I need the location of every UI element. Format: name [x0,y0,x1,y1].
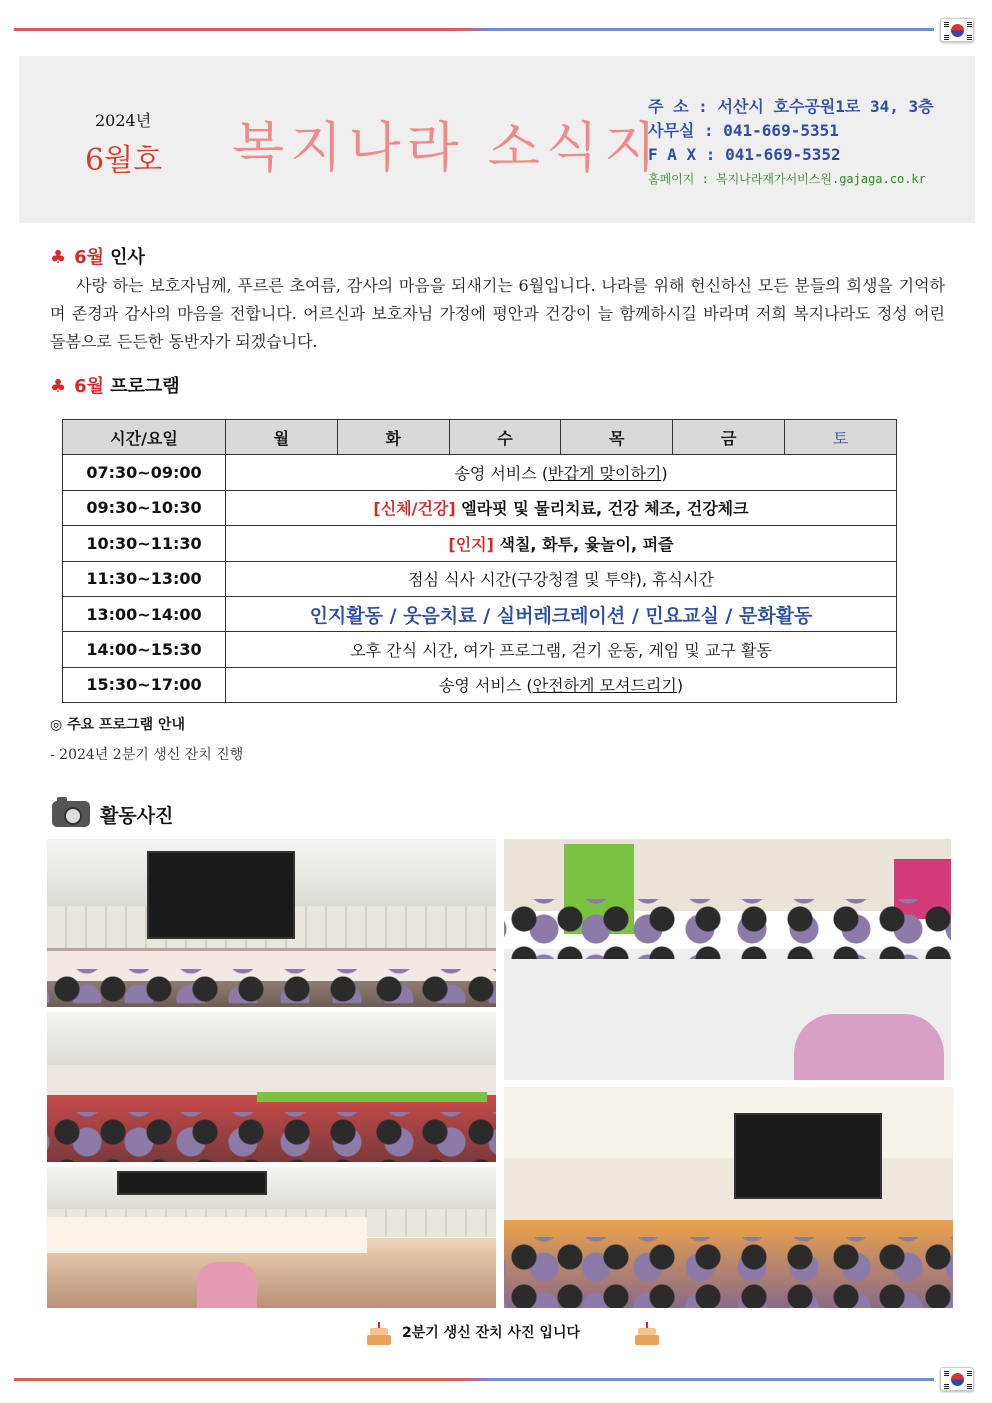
program-table [62,419,897,703]
activity-cell: [신체/건강] 엘라핏 및 물리치료, 건강 체조, 건강체크 [226,490,897,525]
activity-cell: 오후 간식 시간, 여가 프로그램, 걷기 운동, 게임 및 교구 활동 [226,632,897,667]
issue-year: 2024년 [95,111,152,130]
time-cell: 09:30~10:30 [63,490,226,525]
activity-cell: 점심 식사 시간(구강청결 및 투약), 휴식시간 [226,561,897,596]
club-icon: ♣ [50,247,67,268]
program-guide-title: ◎ 주요 프로그램 안내 [50,717,186,733]
table-row [63,526,897,561]
column-header: 목 [561,420,673,455]
column-header: 화 [337,420,449,455]
camera-icon [52,801,90,827]
bottom-divider [14,1378,934,1381]
office-phone: 사무실 : 041-669-5351 [648,121,839,140]
cake-icon [634,1320,660,1346]
activity-cell: 인지활동 / 웃음치료 / 실버레크레이션 / 민요교실 / 문화활동 [226,596,897,631]
column-header: 토 [784,420,896,455]
greeting-heading: ♣ 6월 인사 [50,247,145,268]
time-cell: 11:30~13:00 [63,561,226,596]
time-cell: 10:30~11:30 [63,526,226,561]
column-header: 시간/요일 [63,420,226,455]
time-cell: 07:30~09:00 [63,455,226,490]
homepage-link[interactable]: 홈페이지 : 복지나라재가서비스원.gajaga.co.kr [648,172,926,186]
meal-photo [504,839,951,1080]
activity-cell: 송영 서비스 (반갑게 맞이하기) [226,455,897,490]
program-heading: ♣ 6월 프로그램 [50,376,180,397]
table-header-row [63,420,897,455]
cake-icon [366,1320,392,1346]
table-row [63,667,897,702]
table-row [63,561,897,596]
korean-flag-icon [940,1367,974,1391]
table-row [63,632,897,667]
column-header: 수 [449,420,561,455]
contact-info [648,95,934,191]
activity-cell: [인지] 색칠, 화투, 윷놀이, 퍼즐 [226,526,897,561]
time-cell: 15:30~17:00 [63,667,226,702]
party-photo-2 [47,1012,496,1162]
greeting-body: 사랑 하는 보호자님께, 푸르른 초여름, 감사의 마음을 되새기는 6월입니다. 나라를 위해 헌신하신 모든 분들의 희생을 기억하며 존경과 감사의 마음을 전합니다. 어르신과 보호자님 가정에 평안과 건강이 늘 함께하시길 바라며 저희 복지나라도 정성 어린 돌봄으로 든든한 동반자가 되겠습니다. [50,276,945,351]
table-row [63,596,897,631]
top-divider [14,28,934,31]
issue-month: 6월호 [85,143,163,178]
fax-number: F A X : 041-669-5352 [648,145,841,164]
photos-heading: 활동사진 [100,805,174,827]
table-row [63,490,897,525]
party-photo-1 [47,839,496,1007]
korean-flag-icon [940,18,974,42]
program-guide-item: - 2024년 2분기 생신 잔치 진행 [50,747,244,763]
performance-photo [504,1087,953,1308]
address-line: 주 소 : 서산시 호수공원1로 34, 3층 [648,97,934,116]
time-cell: 14:00~15:30 [63,632,226,667]
activity-cell: 송영 서비스 (안전하게 모셔드리기) [226,667,897,702]
party-photo-3 [47,1167,496,1308]
column-header: 금 [673,420,785,455]
newsletter-title: 복지나라 소식지 [232,116,663,179]
club-icon: ♣ [50,376,67,397]
column-header: 월 [226,420,338,455]
table-row [63,455,897,490]
photos-caption: 2분기 생신 잔치 사진 입니다 [402,1325,581,1341]
time-cell: 13:00~14:00 [63,596,226,631]
